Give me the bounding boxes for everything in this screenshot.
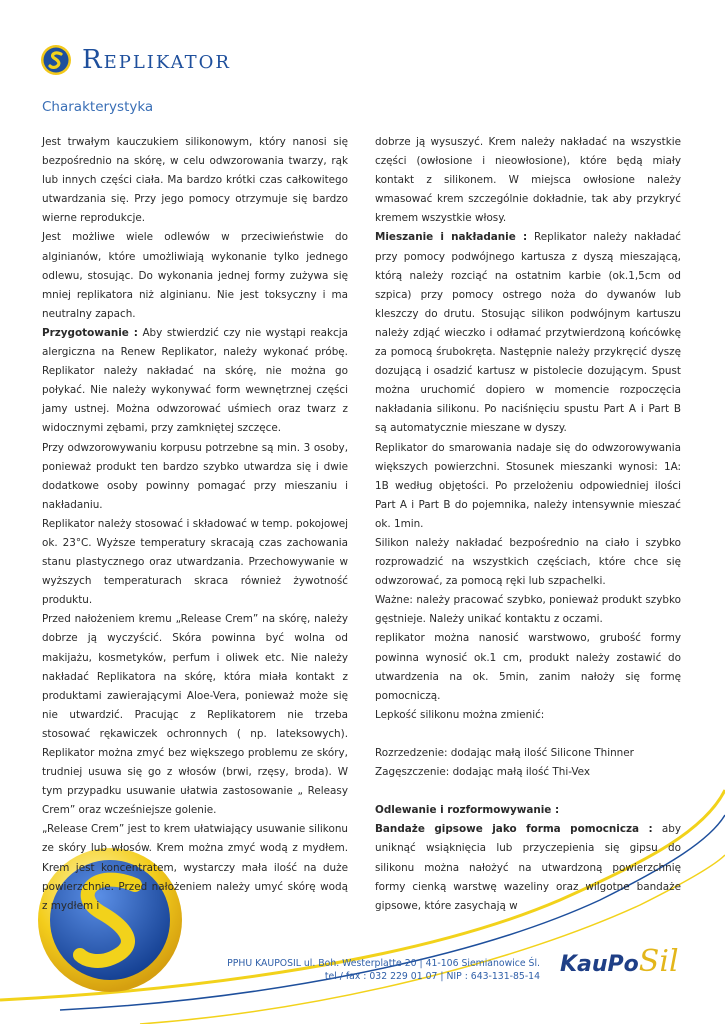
paragraph	[375, 439, 681, 534]
kauposil-logo	[560, 944, 679, 979]
paragraph	[42, 820, 348, 915]
paragraph-text: dobrze ją wysuszyć. Krem należy nakładać na wszystkie części (owłosione i nieowłosione), które będą miały kontakt z silikonem. W miejsca owłosione należy wmasować krem szczególnie dokładnie, tak aby przykryć kremem wszystkie włosy.	[375, 136, 681, 225]
paragraph	[375, 763, 681, 782]
paragraph	[42, 515, 348, 610]
footer-address	[227, 957, 540, 983]
paragraph-text: Przed nałożeniem kremu „Release Crem” na skórę, należy dobrze ją wyczyścić. Skóra powinna być wolna od makijażu, kosmetyków, perfum i oliwek etc. Nie należy nakładać Replikatora na skórę, która miała kontakt z produktami zawierającymi Aloe-Vera, ponieważ może się nie utwardzić. Pracując z Replikatorem nie trzeba stosować rękawiczek ochronnych ( np. lateksowych). Replikator można zmyć bez większego problemu ze skóry, trudniej usuwa się go z włosów (brwi, rzęsy, broda). W tym przypadku usuwanie ułatwia zastosowanie „ Releasy Crem” oraz wcześniejsze golenie.	[42, 613, 348, 817]
paragraph-text: Replikator należy stosować i składować w temp. pokojowej ok. 23°C. Wyższe temperatury skracają czas zachowania stanu plastycznego oraz utwardzania. Przechowywanie w wyższych temperaturach skraca również żywotność produktu.	[42, 517, 348, 607]
kauposil-logo-part2: Sil	[638, 944, 679, 979]
paragraph-text: Aby stwierdzić czy nie wystąpi reakcja alergiczna na Renew Replikator, należy wykonać próbę. Replikator należy nakładać na skórę, nie można go połykać. Nie należy wykonywać form wewnętrznej części jamy ustnej. Można odwzorować uśmiech oraz twarz z widocznymi zębami, przy zamkniętej szczęce.	[42, 326, 348, 435]
paragraph	[375, 820, 681, 915]
paragraph	[42, 133, 348, 228]
paragraph	[375, 744, 681, 763]
left-text-column	[42, 133, 348, 916]
paragraph	[42, 324, 348, 439]
paragraph-text: Lepkość silikonu można zmienić:	[375, 708, 545, 721]
paragraph	[42, 610, 348, 820]
page-header	[40, 40, 231, 80]
paragraph-text: Replikator należy nakładać przy pomocy podwójnego kartusza z dyszą mieszającą, którą należy rozciąć na ostatnim karbie (ok.1,5cm od szpica) przy pomocy ostrego noża do dywanów lub kleszczy do drutu. Stosując silikon podwójnym kartuszu należy zdjąć wieczko i odłamać przytwierdzoną końcówkę za pomocą śrubokręta. Następnie należy przykręcić dyszę dozującą i osadzić kartusz w pistolecie dozującym. Spust można uruchomić dopiero w momencie rozpoczęcia nakładania silikonu. Po naciśnięciu spustu Part A i Part B są automatycznie mieszane w dyszy.	[375, 231, 681, 435]
paragraph-heading: Odlewanie i rozformowywanie :	[375, 804, 560, 817]
footer-line-address: PPHU KAUPOSIL ul. Boh. Westerplatte 20 | 41-106 Siemianowice Śl.	[227, 958, 540, 969]
paragraph-text: Ważne: należy pracować szybko, ponieważ produkt szybko gęstnieje. Należy unikać kontaktu z oczami.	[375, 594, 681, 626]
section-title: Charakterystyka	[42, 99, 154, 115]
s-logo-icon	[40, 44, 72, 76]
paragraph	[375, 133, 681, 228]
paragraph	[375, 801, 681, 820]
paragraph-text: Jest trwałym kauczukiem silikonowym, który nanosi się bezpośrednio na skórę, w celu odwzorowania twarzy, rąk lub innych części ciała. Ma bardzo krótki czas całkowitego utwardzania się. Przy jego pomocy otrzymuje się bardzo wierne reprodukcje.	[42, 136, 348, 225]
paragraph	[375, 228, 681, 438]
paragraph-text: aby uniknąć wsiąknięcia lub przyczepienia się gipsu do silikonu można nałożyć na utwardzoną powierzchnię formy cienką warstwę wazeliny oraz wilgotne bandaże gipsowe, które zasychają w	[375, 823, 681, 912]
paragraph-text: Silikon należy nakładać bezpośrednio na ciało i szybko rozprowadzić na wszystkich częściach, które chce się odwzorować, za pomocą ręki lub szpachelki.	[375, 536, 681, 588]
kauposil-logo-part1: KauPo	[560, 952, 639, 977]
paragraph-heading: Bandaże gipsowe jako forma pomocnicza :	[375, 823, 653, 836]
paragraph-text: „Release Crem” jest to krem ułatwiający usuwanie silikonu ze skóry lub włosów. Krem można zmyć wodą z mydłem. Krem jest koncentratem, wystarczy mała ilość na duże powierzchnie. Przed nałożeniem należy umyć skórę wodą z mydłem i	[42, 823, 348, 912]
paragraph-text: Rozrzedzenie: dodając małą ilość Silicone Thinner	[375, 747, 634, 759]
footer-line-contact: tel / fax : 032 229 01 07 | NIP : 643-131-85-14	[324, 971, 540, 982]
paragraph	[375, 782, 681, 801]
paragraph	[375, 629, 681, 705]
paragraph-text: Zagęszczenie: dodając małą ilość Thi-Vex	[375, 766, 591, 779]
paragraph-text: Przy odwzorowywaniu korpusu potrzebne są min. 3 osoby, ponieważ produkt ten bardzo szybko utwardza się i dwie dodatkowe osoby powinny pomagać przy mieszaniu i nakładaniu.	[42, 441, 348, 511]
paragraph	[375, 591, 681, 629]
paragraph	[375, 725, 681, 744]
paragraph-heading: Mieszanie i nakładanie :	[375, 231, 528, 244]
paragraph-text: Jest możliwe wiele odlewów w przeciwieństwie do alginianów, które umożliwiają wykonanie tylko jednego odlewu, stosując. Do wykonania jednej formy zużywa się mniej replikatora niż alginianu. Nie jest toksyczny i ma neutralny zapach.	[42, 231, 348, 320]
right-text-column	[375, 133, 681, 916]
paragraph-heading: Przygotowanie :	[42, 326, 138, 339]
paragraph	[375, 534, 681, 591]
paragraph	[42, 228, 348, 323]
brand-title: Replikator	[82, 45, 231, 75]
paragraph	[42, 439, 348, 515]
paragraph-text: replikator można nanosić warstwowo, grubość formy powinna wynosić ok.1 cm, produkt należy zostawić do utwardzenia na ok. 5min, zanim nałoży się formę pomocniczą.	[375, 632, 681, 702]
paragraph	[375, 706, 681, 725]
paragraph-text: Replikator do smarowania nadaje się do odwzorowywania większych powierzchni. Stosunek mieszanki wynosi: 1A: 1B według objętości. Po przelożeniu odpowiedniej ilości Part A i Part B do pojemnika, należy intensywnie mieszać ok. 1min.	[375, 441, 681, 530]
